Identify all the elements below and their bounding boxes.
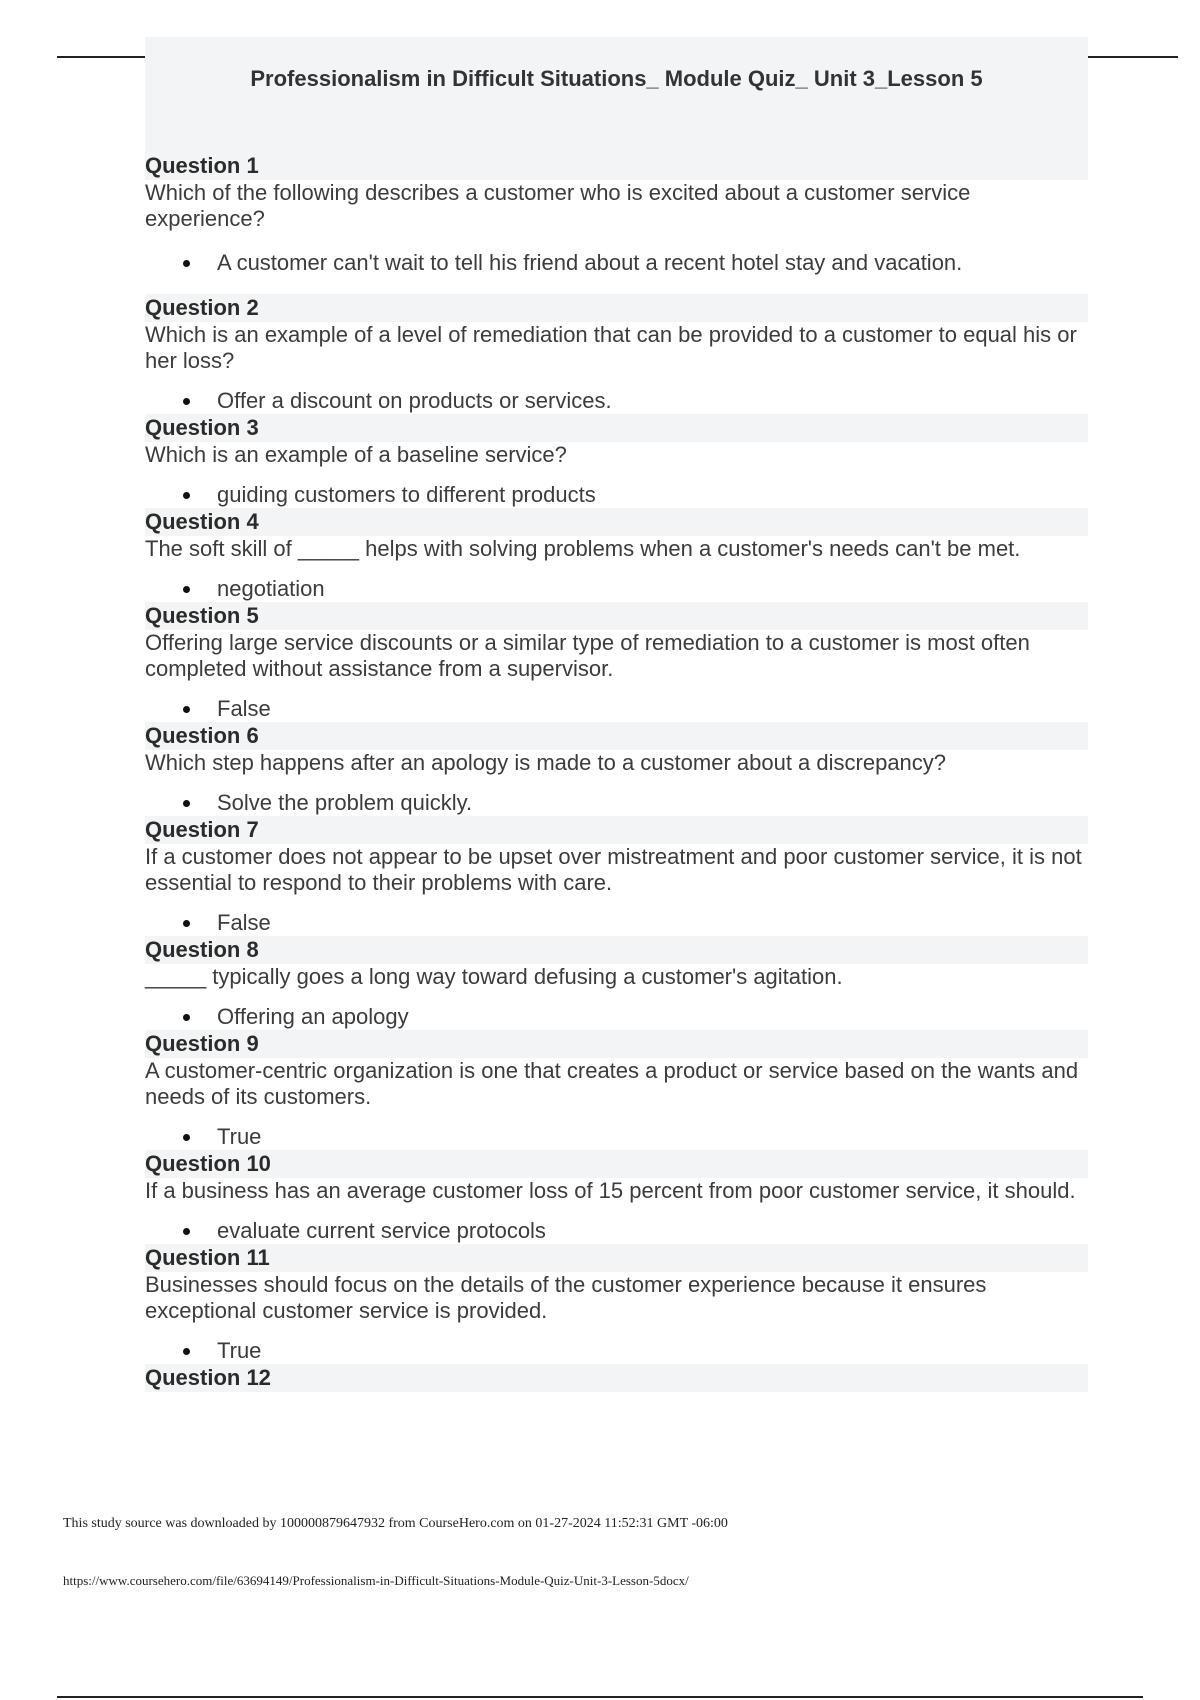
bullet-icon	[183, 1134, 190, 1141]
bullet-icon	[183, 800, 190, 807]
question-text: _____ typically goes a long way toward defusing a customer's agitation.	[145, 964, 843, 989]
question-block-5	[145, 602, 1088, 722]
answer-item	[145, 1124, 1088, 1150]
question-text: Which step happens after an apology is made to a customer about a discrepancy?	[145, 750, 947, 775]
answer-item	[145, 910, 1088, 936]
question-text: Offering large service discounts or a similar type of remediation to a customer is most often completed without assistance from a supervisor.	[145, 630, 1030, 681]
answer-text: False	[217, 910, 271, 935]
answer-text: evaluate current service protocols	[217, 1218, 546, 1243]
answer-item	[145, 576, 1088, 602]
question-block-3	[145, 414, 1088, 508]
answer-text: True	[217, 1338, 262, 1363]
answer-item	[145, 1338, 1088, 1364]
question-block-7	[145, 816, 1088, 936]
answer-text: Solve the problem quickly.	[217, 790, 473, 815]
question-label: Question 12	[145, 1364, 1088, 1392]
answer-item	[145, 790, 1088, 816]
question-label: Question 6	[145, 722, 1088, 750]
answer-text: Offering an apology	[217, 1004, 409, 1029]
bullet-icon	[183, 1228, 190, 1235]
question-label: Question 3	[145, 414, 1088, 442]
question-block-2	[145, 294, 1088, 414]
download-source-note: This study source was downloaded by 100000879647932 from CourseHero.com on 01-27-2024 11:52:31 GMT -06:00	[63, 1516, 728, 1531]
answer-item	[145, 388, 1088, 414]
answer-item	[145, 1218, 1088, 1244]
answer-text: negotiation	[217, 576, 325, 601]
question-label: Question 11	[145, 1244, 1088, 1272]
bullet-icon	[183, 1014, 190, 1021]
question-text: If a business has an average customer loss of 15 percent from poor customer service, it should.	[145, 1178, 1076, 1203]
bullet-icon	[183, 492, 190, 499]
answer-text: True	[217, 1124, 262, 1149]
question-label: Question 2	[145, 294, 1088, 322]
answer-text: Offer a discount on products or services.	[217, 388, 612, 413]
question-block-9	[145, 1030, 1088, 1150]
question-block-4	[145, 508, 1088, 602]
question-block-1	[145, 152, 1088, 276]
bullet-icon	[183, 586, 190, 593]
top-left-rule	[57, 56, 145, 58]
question-text: If a customer does not appear to be upset over mistreatment and poor customer service, it is not essential to respond to their problems with care.	[145, 844, 1082, 895]
question-label: Question 9	[145, 1030, 1088, 1058]
question-text: Which of the following describes a customer who is excited about a customer service experience?	[145, 180, 971, 231]
question-block-12	[145, 1364, 1088, 1392]
question-text: Which is an example of a level of remediation that can be provided to a customer to equal his or her loss?	[145, 322, 1077, 373]
bullet-icon	[183, 260, 190, 267]
bottom-rule	[57, 1696, 1143, 1698]
question-text: Businesses should focus on the details of the customer experience because it ensures exceptional customer service is provided.	[145, 1272, 987, 1323]
answer-text: False	[217, 696, 271, 721]
source-url[interactable]: https://www.coursehero.com/file/63694149/Professionalism-in-Difficult-Situations-Module-Quiz-Unit-3-Lesson-5docx/	[63, 1573, 689, 1588]
question-text: Which is an example of a baseline service?	[145, 442, 567, 467]
question-label: Question 8	[145, 936, 1088, 964]
answer-text: guiding customers to different products	[217, 482, 596, 507]
bullet-icon	[183, 1348, 190, 1355]
question-label: Question 7	[145, 816, 1088, 844]
answer-item	[145, 696, 1088, 722]
question-label: Question 4	[145, 508, 1088, 536]
question-block-8	[145, 936, 1088, 1030]
question-label: Question 1	[145, 152, 1088, 180]
top-right-rule	[1088, 56, 1178, 58]
quiz-content	[145, 152, 1088, 1392]
question-block-6	[145, 722, 1088, 816]
bullet-icon	[183, 920, 190, 927]
question-text: A customer-centric organization is one that creates a product or service based on the wants and needs of its customers.	[145, 1058, 1079, 1109]
bullet-icon	[183, 706, 190, 713]
answer-text: A customer can't wait to tell his friend about a recent hotel stay and vacation.	[217, 250, 963, 275]
question-block-11	[145, 1244, 1088, 1364]
bullet-icon	[183, 398, 190, 405]
answer-item	[145, 1004, 1088, 1030]
question-label: Question 10	[145, 1150, 1088, 1178]
question-label: Question 5	[145, 602, 1088, 630]
question-text: The soft skill of _____ helps with solving problems when a customer's needs can't be met.	[145, 536, 1021, 561]
question-block-10	[145, 1150, 1088, 1244]
document-title: Professionalism in Difficult Situations_ Module Quiz_ Unit 3_Lesson 5	[250, 66, 983, 91]
answer-item	[145, 250, 1088, 276]
answer-item	[145, 482, 1088, 508]
